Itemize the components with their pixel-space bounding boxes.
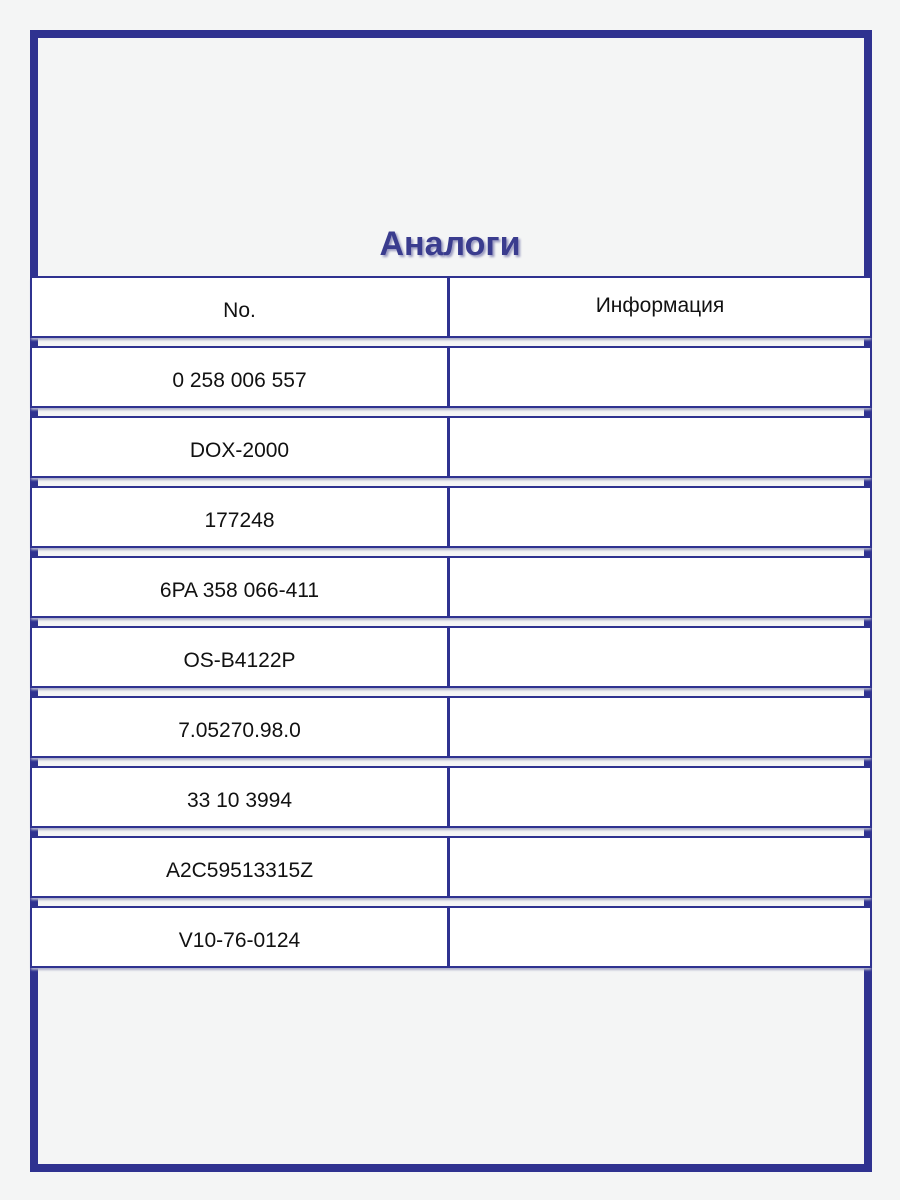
table-row bbox=[30, 346, 872, 408]
table-row bbox=[30, 556, 872, 618]
table-row bbox=[30, 906, 872, 968]
part-info bbox=[450, 908, 870, 966]
part-info bbox=[450, 628, 870, 686]
part-number: V10-76-0124 bbox=[32, 908, 450, 966]
table-row bbox=[30, 416, 872, 478]
part-number: OS-B4122P bbox=[32, 628, 450, 686]
part-info bbox=[450, 698, 870, 756]
table-row bbox=[30, 766, 872, 828]
part-info bbox=[450, 418, 870, 476]
part-number: 0 258 006 557 bbox=[32, 348, 450, 406]
part-info bbox=[450, 488, 870, 546]
part-info bbox=[450, 558, 870, 616]
part-info bbox=[450, 348, 870, 406]
part-info bbox=[450, 838, 870, 896]
part-info bbox=[450, 768, 870, 826]
header-info: Информация bbox=[595, 294, 725, 317]
table-row bbox=[30, 836, 872, 898]
part-number: A2C59513315Z bbox=[32, 838, 450, 896]
page-title: Аналоги bbox=[379, 225, 521, 263]
table-row bbox=[30, 486, 872, 548]
part-number: DOX-2000 bbox=[32, 418, 450, 476]
part-number: 6PA 358 066-411 bbox=[32, 558, 450, 616]
table-row bbox=[30, 696, 872, 758]
table-row bbox=[30, 626, 872, 688]
table-header-row bbox=[30, 276, 872, 338]
part-number: 33 10 3994 bbox=[32, 768, 450, 826]
part-number: 7.05270.98.0 bbox=[32, 698, 450, 756]
part-number: 177248 bbox=[32, 488, 450, 546]
header-number: No. bbox=[32, 278, 450, 336]
